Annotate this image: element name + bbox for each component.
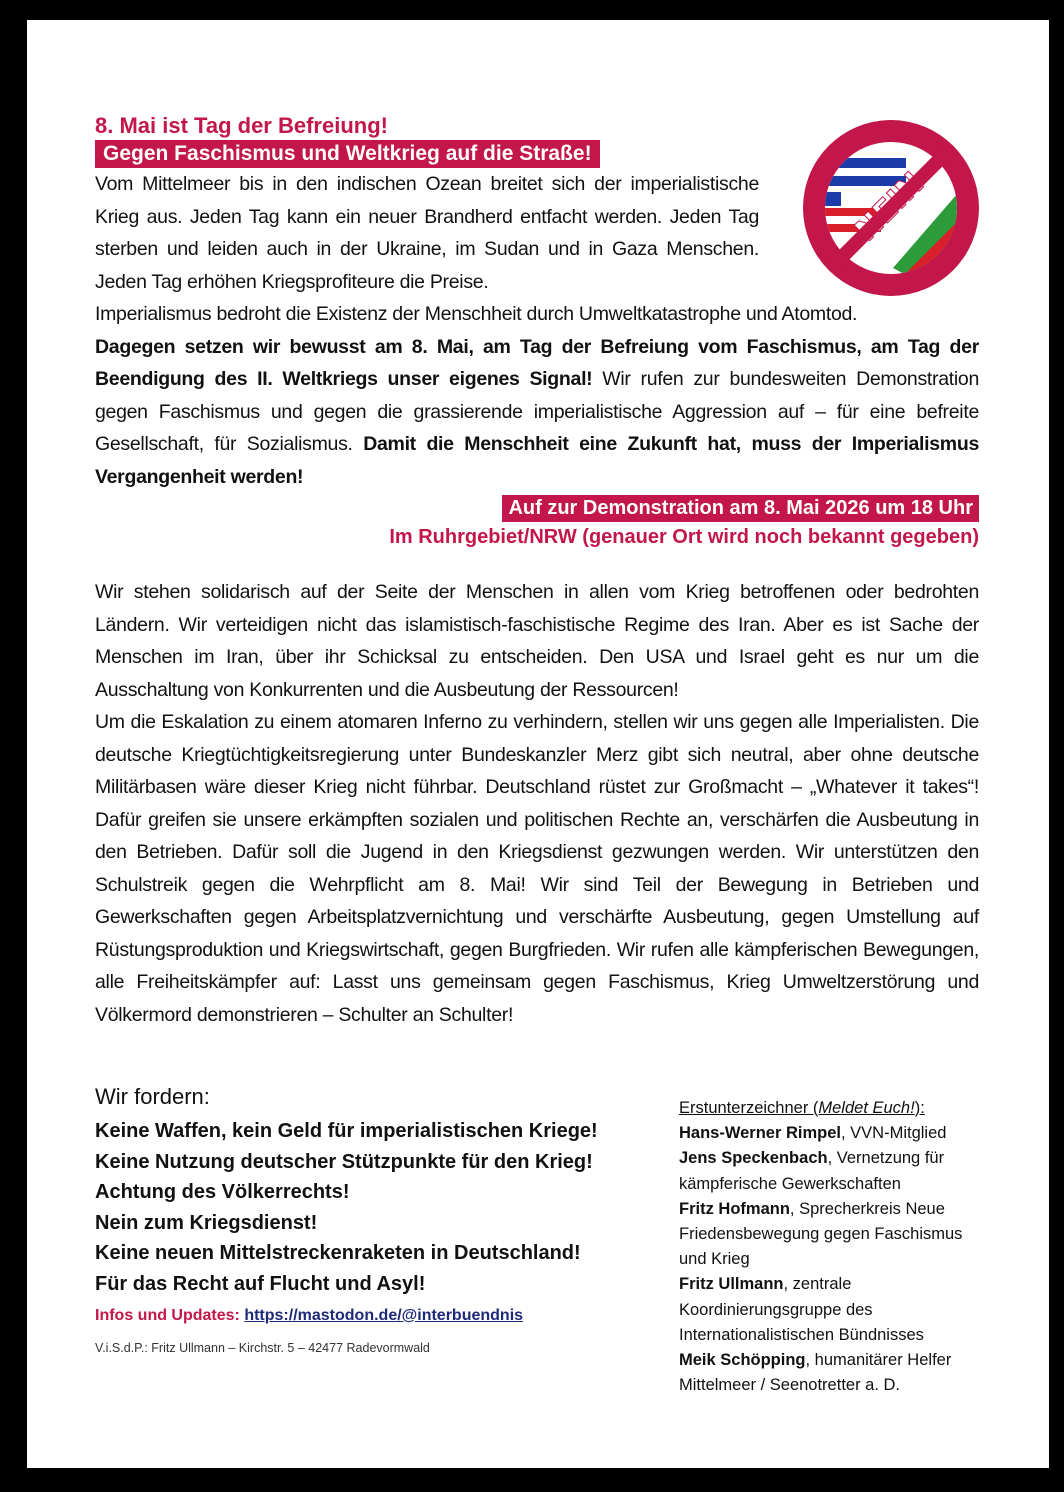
signers-heading <box>679 1096 989 1121</box>
imprint: V.i.S.d.P.: Fritz Ullmann – Kirchstr. 5 – 42477 Radevormwald <box>95 1341 430 1355</box>
signer-name: Jens Speckenbach <box>679 1149 828 1168</box>
demand-item: Keine Nutzung deutscher Stützpunkte für den Krieg! <box>95 1150 593 1173</box>
signer-item <box>679 1146 989 1196</box>
signer-name: Meik Schöpping <box>679 1351 806 1370</box>
demo-date: Auf zur Demonstration am 8. Mai 2026 um 18 Uhr <box>502 495 979 522</box>
body-text <box>95 576 979 1031</box>
signers-list <box>679 1096 989 1398</box>
signer-name: Fritz Ullmann <box>679 1275 784 1294</box>
signers-head-italic: Meldet Euch! <box>818 1099 915 1117</box>
intro-normal-1: Wir rufen zur bundesweiten Demonstration gegen Faschismus und gegen die grassierende imperialistische Aggression auf – für eine befreite Gesellschaft, für Sozialismus. <box>95 368 979 455</box>
demo-box <box>95 495 979 552</box>
bottom-section <box>95 1082 979 1412</box>
body-paragraph-2: Um die Eskalation zu einem atomaren Inferno zu verhindern, stellen wir uns gegen alle Imperialisten. Die deutsche Kriegtüchtigkeitsregierung unter Bundeskanzler Merz gibt sich neutral, aber ohne deutsche Militärbasen wäre dieser Krieg nicht führbar. Deutschland rüstet zur Großmacht – „Whatever it takes“! Dafür greifen sie unsere erkämpften sozialen und politischen Rechte an, verschärfen die Ausbeutung in den Betrieben. Dafür soll die Jugend in den Kriegsdienst gezwungen werden. Wir unterstützen den Schulstreik gegen die Wehrpflicht am 8. Mai! Wir sind Teil der Bewegung in Betrieben und Gewerkschaften gegen Arbeitsplatzvernichtung und verschärfte Ausbeutung, gegen Umstellung auf Rüstungsproduktion und Kriegswirtschaft, gegen Burgfrieden. Wir rufen alle kämpferischen Bewegungen, alle Freiheitskämpfer auf: Lasst uns gemeinsam gegen Faschismus, Krieg Umweltzerstörung und Völkermord demonstrieren – Schulter an Schulter! <box>95 711 979 1026</box>
demand-item: Nein zum Kriegsdienst! <box>95 1211 318 1234</box>
signer-item <box>679 1348 989 1398</box>
infos-line <box>95 1307 665 1325</box>
signers-head-end: ): <box>914 1099 925 1117</box>
intro-text: Vom Mittelmeer bis in den indischen Ozean breitet sich der imperialistische Krieg aus. Jeden Tag kann ein neuer Brandherd entfacht werden. Jeden Tag sterben und leiden auch in der Ukraine, im Sudan und in Gaza Menschen. Jeden Tag erhöhen Kriegsprofiteure die Preise. <box>95 173 759 293</box>
flyer-page <box>27 20 1049 1468</box>
body-paragraph-1: Wir stehen solidarisch auf der Seite der Menschen in allen vom Krieg betroffenen oder bedrohten Ländern. Wir verteidigen nicht das islamistisch-faschistische Regime des Iran. Aber es ist Sache der Menschen im Iran, über ihr Schicksal zu entscheiden. Den USA und Israel geht es nur um die Ausschaltung von Konkurrenten und die Ausbeutung der Ressourcen! <box>95 581 979 701</box>
demand-item: Keine Waffen, kein Geld für imperialistischen Kriege! <box>95 1120 598 1142</box>
mastodon-link[interactable]: https://mastodon.de/@interbuendnis <box>244 1307 524 1324</box>
signer-item <box>679 1272 989 1348</box>
main-content <box>95 112 979 1031</box>
demands-intro: Wir fordern: <box>95 1084 210 1109</box>
demand-item: Achtung des Völkerrechts! <box>95 1181 350 1203</box>
signers-head-text: Erstunterzeichner ( <box>679 1099 819 1117</box>
intro-text-2 <box>95 298 979 493</box>
intro-bold-2: Damit die Menschheit eine Zukunft hat, muss der Imperialismus Vergangenheit werden! <box>95 433 979 488</box>
signer-name: Hans-Werner Rimpel <box>679 1124 841 1143</box>
demand-item: Für das Recht auf Flucht und Asyl! <box>95 1272 426 1295</box>
signer-item <box>679 1121 989 1146</box>
page-subtitle: Gegen Faschismus und Weltkrieg auf die Straße! <box>95 140 600 168</box>
signer-role: , humanitärer Helfer Mittelmeer / Seenotretter a. D. <box>679 1351 952 1395</box>
signer-role: , VVN-Mitglied <box>841 1124 947 1143</box>
intro-text2: Imperialismus bedroht die Existenz der Menschheit durch Umweltkatastrophe und Atomtod. <box>95 303 858 325</box>
page-title: 8. Mai ist Tag der Befreiung! <box>95 113 388 138</box>
signer-role: , Sprecherkreis Neue Friedensbewegung gegen Faschismus und Krieg <box>679 1199 963 1269</box>
infos-label: Infos und Updates: <box>95 1307 245 1324</box>
demands-list <box>95 1082 665 1355</box>
signer-role: , Vernetzung für kämpferische Gewerkschaften <box>679 1149 945 1193</box>
signer-role: , zentrale Koordinierungsgruppe des Internationalistischen Bündnisses <box>679 1275 924 1344</box>
signer-name: Fritz Hofmann <box>679 1199 790 1218</box>
intro-bold-1: Dagegen setzen wir bewusst am 8. Mai, am Tag der Befreiung vom Faschismus, am Tag der Beendigung des II. Weltkriegs unser eigenes Signal! <box>95 335 979 390</box>
signer-item <box>679 1197 989 1273</box>
demo-location: Im Ruhrgebiet/NRW (genauer Ort wird noch bekannt gegeben) <box>389 526 979 548</box>
demand-item: Keine neuen Mittelstreckenraketen in Deutschland! <box>95 1242 581 1264</box>
